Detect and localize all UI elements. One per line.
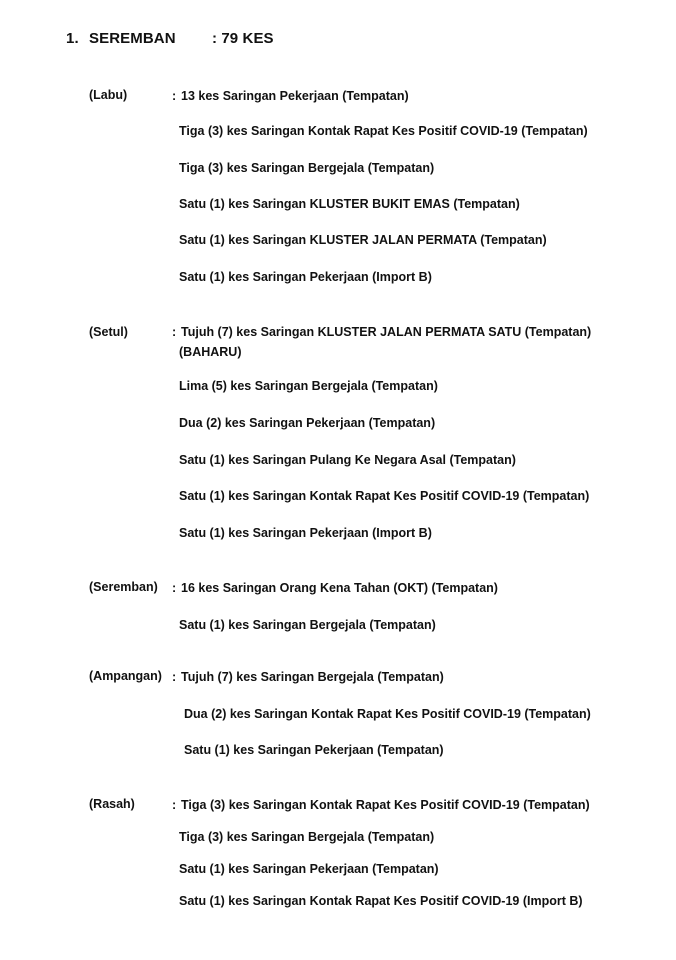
case-line: Satu (1) kes Saringan Pekerjaan (Tempatan) [179,862,439,876]
case-line: Lima (5) kes Saringan Bergejala (Tempatan) [179,379,438,393]
area-label: (Setul) [89,325,128,339]
case-line: Tiga (3) kes Saringan Kontak Rapat Kes Positif COVID-19 (Tempatan) [181,798,590,812]
case-line: (BAHARU) [179,345,242,359]
area-colon: : [172,325,177,339]
heading-number: 1. [66,30,79,47]
area-label: (Rasah) [89,797,135,811]
case-line: Tujuh (7) kes Saringan Bergejala (Tempatan) [181,670,444,684]
case-line: Satu (1) kes Saringan Kontak Rapat Kes Positif COVID-19 (Import B) [179,894,583,908]
case-line: Tiga (3) kes Saringan Kontak Rapat Kes Positif COVID-19 (Tempatan) [179,124,588,138]
heading-case-count: : 79 KES [212,30,274,47]
case-line: Dua (2) kes Saringan Pekerjaan (Tempatan) [179,416,436,430]
case-line: Tiga (3) kes Saringan Bergejala (Tempatan) [179,830,435,844]
case-line: 13 kes Saringan Pekerjaan (Tempatan) [181,89,409,103]
case-line: Satu (1) kes Saringan Kontak Rapat Kes Positif COVID-19 (Tempatan) [179,489,590,503]
case-line: Tiga (3) kes Saringan Bergejala (Tempatan) [179,161,435,175]
area-label: (Seremban) [89,580,158,594]
case-line: Satu (1) kes Saringan Pekerjaan (Import B) [179,526,432,540]
case-line: Satu (1) kes Saringan Bergejala (Tempatan) [179,618,436,632]
case-line: Satu (1) kes Saringan Pekerjaan (Tempatan) [184,743,444,757]
area-colon: : [172,581,177,595]
area-colon: : [172,798,177,812]
area-colon: : [172,670,177,684]
area-label: (Labu) [89,88,128,102]
case-line: Satu (1) kes Saringan Pulang Ke Negara Asal (Tempatan) [179,453,516,467]
case-line: Satu (1) kes Saringan KLUSTER BUKIT EMAS (Tempatan) [179,197,520,211]
area-colon: : [172,89,177,103]
area-label: (Ampangan) [89,669,162,683]
case-line: Satu (1) kes Saringan Pekerjaan (Import B) [179,270,432,284]
case-line: 16 kes Saringan Orang Kena Tahan (OKT) (Tempatan) [181,581,498,595]
case-line: Tujuh (7) kes Saringan KLUSTER JALAN PERMATA SATU (Tempatan) [181,325,592,339]
case-line: Dua (2) kes Saringan Kontak Rapat Kes Positif COVID-19 (Tempatan) [184,707,591,721]
heading-district: SEREMBAN [89,30,176,47]
case-line: Satu (1) kes Saringan KLUSTER JALAN PERMATA (Tempatan) [179,233,547,247]
